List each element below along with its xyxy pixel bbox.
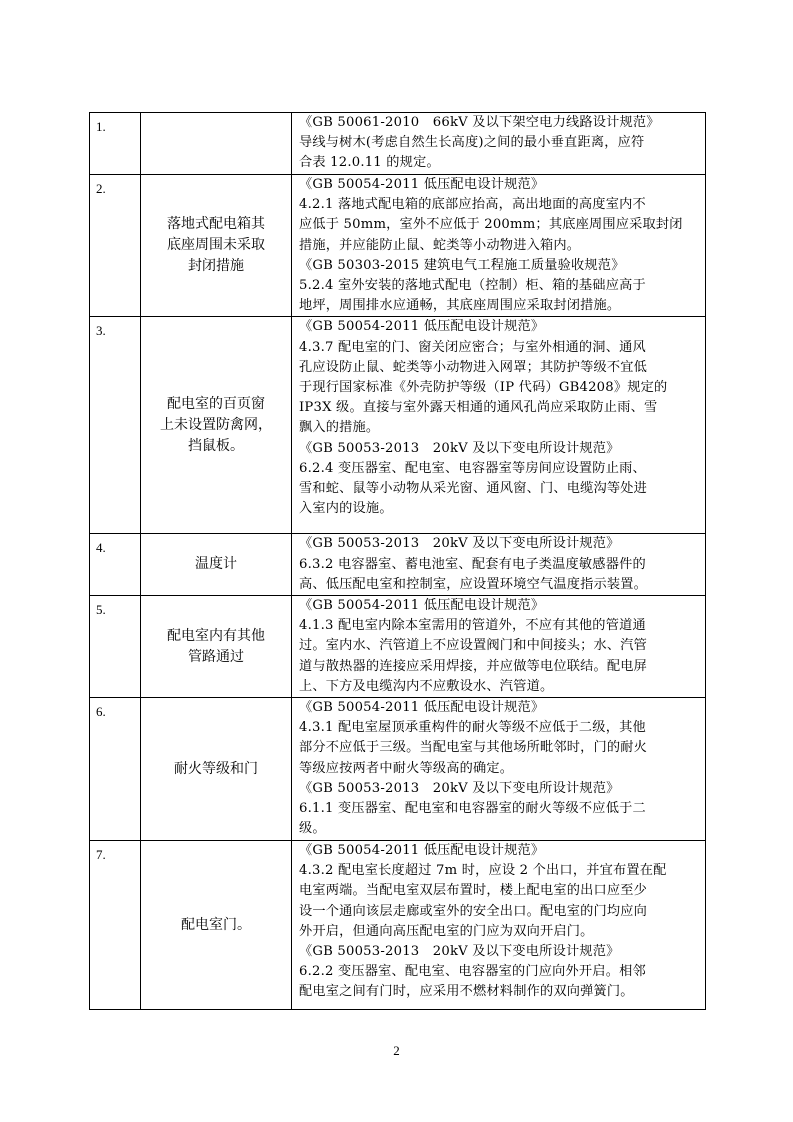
- issue-cell: [141, 596, 292, 698]
- table-row: [90, 841, 706, 1010]
- issue-line: 底座周围未采取: [167, 237, 265, 254]
- issue-cell: [141, 841, 292, 1010]
- regulation-line: 飘入的措施。: [299, 420, 380, 436]
- regulation-line: 《GB 50303-2015 建筑电气工程施工质量验收规范》: [299, 257, 625, 273]
- regulation-line: 入室内的设施。: [299, 501, 393, 517]
- regulation-line: 道与散热器的连接应采用焊接，并应做等电位联结。配电屏: [299, 658, 648, 674]
- issue-line: 上未设置防禽网，: [160, 416, 272, 433]
- regulation-line: 高、低压配电室和控制室，应设置环境空气温度指示装置。: [299, 576, 648, 592]
- regulation-line: 孔应设防止鼠、蛇类等小动物进入网罩；其防护等级不宜低: [299, 359, 648, 375]
- regulation-line: 合表 12.0.11 的规定。: [299, 155, 440, 171]
- regulation-line: 电室两端。当配电室双层布置时，楼上配电室的出口应至少: [299, 883, 648, 899]
- issue-cell: [141, 113, 292, 175]
- issue-cell: [141, 175, 292, 317]
- regulation-line: 《GB 50053-2013 20kV 及以下变电所设计规范》: [299, 440, 620, 456]
- regulation-line: 雪和蛇、鼠等小动物从采光窗、通风窗、门、电缆沟等处进: [299, 481, 648, 497]
- regulation-line: 上、下方及电缆沟内不应敷设水、汽管道。: [299, 678, 554, 694]
- regulation-line: 级。: [299, 821, 326, 837]
- regulation-line: 《GB 50053-2013 20kV 及以下变电所设计规范》: [299, 944, 620, 960]
- regulation-line: 《GB 50054-2011 低压配电设计规范》: [299, 598, 545, 614]
- regulation-table: [89, 112, 706, 1010]
- regulation-cell: [292, 534, 706, 596]
- regulation-line: 《GB 50054-2011 低压配电设计规范》: [299, 843, 545, 859]
- regulation-line: IP3X 级。直接与室外露天相通的通风孔尚应采取防止雨、雪: [299, 400, 658, 416]
- issue-cell: [141, 317, 292, 534]
- regulation-line: 配电室之间有门时，应采用不燃材料制作的双向弹簧门。: [299, 984, 634, 1000]
- table-row: [90, 698, 706, 841]
- issue-line: 管路通过: [188, 648, 244, 665]
- table-row: [90, 596, 706, 698]
- issue-line: 温度计: [195, 556, 237, 573]
- issue-line: 落地式配电箱其: [167, 216, 265, 233]
- regulation-line: 《GB 50053-2013 20kV 及以下变电所设计规范》: [299, 780, 620, 796]
- regulation-line: 4.2.1 落地式配电箱的底部应抬高，高出地面的高度室内不: [299, 197, 646, 213]
- issue-line: 配电室内有其他: [167, 627, 265, 644]
- regulation-line: 《GB 50054-2011 低压配电设计规范》: [299, 177, 545, 192]
- regulation-line: 4.3.7 配电室的门、窗关闭应密合；与室外相通的洞、通风: [299, 339, 646, 355]
- row-number: 7.: [90, 841, 141, 1010]
- regulation-cell: [292, 113, 706, 175]
- table-row: [90, 317, 706, 534]
- table-row: [90, 534, 706, 596]
- table-row: [90, 175, 706, 317]
- regulation-cell: [292, 175, 706, 317]
- issue-line: 挡鼠板。: [188, 437, 244, 454]
- row-number: 4.: [90, 534, 141, 596]
- row-number: 5.: [90, 596, 141, 698]
- issue-cell: [141, 534, 292, 596]
- regulation-line: 等级应按两者中耐火等级高的确定。: [299, 760, 514, 776]
- regulation-line: 应低于 50mm，室外不应低于 200mm；其底座周围应采取封闭: [299, 217, 683, 233]
- regulation-line: 于现行国家标准《外壳防护等级（IP 代码）GB4208》规定的: [299, 380, 668, 396]
- regulation-line: 4.3.1 配电室屋顶承重构件的耐火等级不应低于二级，其他: [299, 720, 646, 736]
- regulation-line: 措施，并应能防止鼠、蛇类等小动物进入箱内。: [299, 237, 581, 253]
- regulation-line: 6.3.2 电容器室、蓄电池室、配套有电子类温度敏感器件的: [299, 556, 646, 572]
- issue-line: 耐火等级和门: [174, 760, 258, 777]
- table-row: [90, 113, 706, 175]
- issue-line: 封闭措施: [188, 258, 244, 275]
- regulation-line: 设一个通向该层走廊或室外的安全出口。配电室的门均应向: [299, 903, 648, 919]
- regulation-line: 外开启，但通向高压配电室的门应为双向开启门。: [299, 923, 594, 939]
- regulation-line: 《GB 50061-2010 66kV 及以下架空电力线路设计规范》: [299, 115, 660, 130]
- regulation-line: 5.2.4 室外安装的落地式配电（控制）柜、箱的基础应高于: [299, 278, 646, 294]
- regulation-line: 过。室内水、汽管道上不应设置阀门和中间接头；水、汽管: [299, 638, 648, 654]
- regulation-line: 6.2.2 变压器室、配电室、电容器室的门应向外开启。相邻: [299, 964, 646, 980]
- regulation-cell: [292, 317, 706, 534]
- regulation-line: 《GB 50054-2011 低压配电设计规范》: [299, 700, 545, 716]
- regulation-line: 6.1.1 变压器室、配电室和电容器室的耐火等级不应低于二: [299, 801, 646, 817]
- page-number: 2: [393, 1043, 400, 1058]
- regulation-cell: [292, 698, 706, 841]
- regulation-cell: [292, 841, 706, 1010]
- regulation-line: 地坪，周围排水应通畅，其底座周围应采取封闭措施。: [299, 298, 621, 314]
- regulation-line: 6.2.4 变压器室、配电室、电容器室等房间应设置防止雨、: [299, 460, 646, 476]
- issue-cell: [141, 698, 292, 841]
- regulation-line: 4.1.3 配电室内除本室需用的管道外，不应有其他的管道通: [299, 618, 646, 634]
- issue-line: 配电室门。: [181, 916, 251, 933]
- row-number: 6.: [90, 698, 141, 841]
- regulation-cell: [292, 596, 706, 698]
- row-number: 3.: [90, 317, 141, 534]
- regulation-line: 《GB 50054-2011 低压配电设计规范》: [299, 319, 545, 335]
- regulation-line: 导线与树木(考虑自然生长高度)之间的最小垂直距离，应符: [299, 135, 645, 151]
- regulation-table-body: [90, 113, 706, 1010]
- regulation-line: 《GB 50053-2013 20kV 及以下变电所设计规范》: [299, 536, 620, 552]
- regulation-line: 部分不应低于三级。当配电室与其他场所毗邻时，门的耐火: [299, 740, 648, 756]
- issue-line: 配电室的百页窗: [167, 395, 265, 412]
- row-number: 2.: [90, 175, 141, 317]
- regulation-line: 4.3.2 配电室长度超过 7m 时，应设 2 个出口，并宜布置在配: [299, 863, 667, 879]
- row-number: 1.: [90, 113, 141, 175]
